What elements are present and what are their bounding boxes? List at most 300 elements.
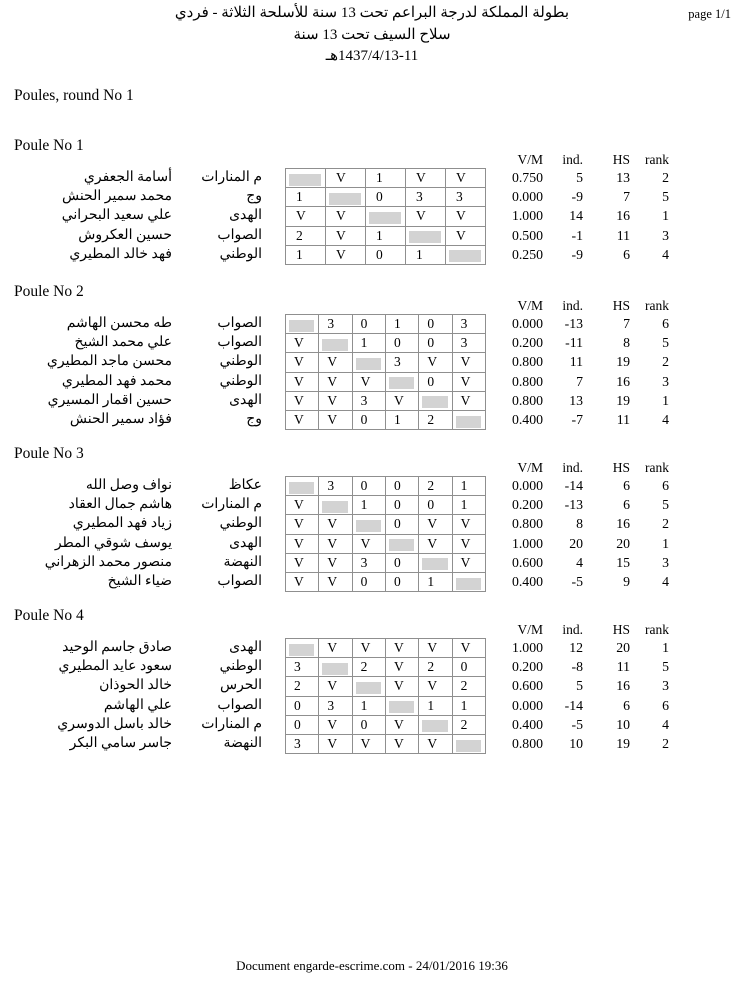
score-grid-row	[286, 372, 486, 391]
score-cell: 3	[385, 353, 418, 372]
score-grid-row	[286, 226, 486, 245]
stat-vm: 0.600	[511, 554, 543, 570]
score-cell: V	[352, 734, 385, 753]
diagonal-cell	[419, 391, 452, 410]
stats-header-hs: HS	[612, 460, 630, 475]
stats-header-row	[0, 296, 744, 315]
weapon-category-line: سلاح السيف تحت 13 سنة	[293, 26, 451, 43]
score-cell: V	[286, 353, 319, 372]
diagonal-fill	[456, 740, 481, 752]
score-cell: V	[452, 391, 485, 410]
stat-rank: 2	[662, 516, 669, 532]
score-cell: V	[446, 207, 486, 226]
score-cell: V	[286, 553, 319, 572]
score-cell: V	[286, 496, 319, 515]
score-cell: V	[452, 534, 485, 553]
score-cell: 2	[419, 658, 452, 677]
score-cell: V	[446, 226, 486, 245]
score-cell: V	[319, 639, 352, 658]
fencer-club: م المنارات	[201, 497, 262, 513]
stat-vm: 1.000	[511, 208, 543, 224]
stat-hs: 11	[616, 659, 630, 675]
score-grid-row	[286, 353, 486, 372]
score-cell: 0	[366, 245, 406, 264]
stat-hs: 20	[616, 640, 630, 655]
poule-title: Poule No 4	[14, 607, 84, 624]
stat-ind: 10	[569, 736, 583, 751]
stat-ind: 14	[569, 208, 583, 224]
fencer-name: فؤاد سمير الحنش	[69, 412, 172, 427]
score-cell: V	[385, 391, 418, 410]
fencer-club: م المنارات	[201, 716, 262, 732]
diagonal-cell	[286, 169, 326, 188]
diagonal-fill	[456, 416, 481, 428]
stat-vm: 0.800	[511, 373, 543, 389]
stats-header-row	[0, 458, 744, 477]
score-cell: 2	[286, 677, 319, 696]
stats-header-ind: ind.	[562, 152, 583, 167]
stat-hs: 16	[616, 373, 630, 389]
score-grid-row	[286, 572, 486, 591]
score-cell: 0	[385, 572, 418, 591]
stat-ind: 20	[569, 535, 583, 551]
score-cell: 3	[319, 315, 352, 334]
score-grid-row	[286, 658, 486, 677]
stat-hs: 19	[616, 354, 630, 370]
diagonal-fill	[422, 396, 447, 408]
tournament-title: بطولة المملكة لدرجة البراعم تحت 13 سنة للأسلحة الثلاثة - فردي	[174, 5, 570, 21]
stat-hs: 6	[623, 697, 630, 713]
score-grid-row	[286, 696, 486, 715]
fencer-club: وج	[246, 189, 262, 205]
diagonal-cell	[452, 734, 485, 753]
stat-rank: 1	[662, 640, 669, 655]
stat-rank: 3	[662, 227, 669, 243]
stat-vm: 0.000	[511, 316, 543, 331]
fencer-name: طه محسن الهاشم	[66, 316, 172, 331]
stat-hs: 9	[623, 574, 630, 589]
stat-hs: 19	[616, 392, 630, 408]
stat-hs: 6	[623, 497, 630, 513]
score-cell: 1	[406, 245, 446, 264]
score-cell: V	[326, 169, 366, 188]
fencer-club: الصواب	[217, 335, 262, 351]
fencer-club: الصواب	[217, 697, 262, 713]
score-cell: 3	[319, 696, 352, 715]
score-grid-row	[286, 734, 486, 753]
stat-vm: 0.250	[511, 246, 543, 262]
stat-ind: 12	[569, 640, 583, 655]
stats-header-hs: HS	[612, 152, 630, 167]
diagonal-fill	[389, 539, 414, 551]
score-cell: 1	[385, 315, 418, 334]
score-cell: 0	[385, 496, 418, 515]
score-cell: V	[319, 553, 352, 572]
diagonal-fill	[289, 482, 314, 494]
score-cell: V	[419, 515, 452, 534]
stat-hs: 20	[616, 535, 630, 551]
stat-vm: 0.400	[511, 716, 543, 732]
stat-rank: 2	[662, 736, 669, 751]
fencer-name: صادق جاسم الوحيد	[62, 640, 172, 655]
score-cell: 1	[366, 169, 406, 188]
poule-title: Poule No 3	[14, 445, 84, 462]
fencer-name: سعود عايد المطيري	[58, 659, 172, 675]
diagonal-fill	[322, 501, 347, 513]
diagonal-fill	[456, 578, 481, 590]
stats-header-row	[0, 620, 744, 639]
score-cell: V	[319, 515, 352, 534]
stat-hs: 15	[616, 554, 630, 570]
stat-ind: 13	[569, 392, 583, 408]
fencer-name: أسامة الجعفري	[83, 170, 172, 185]
score-cell: 0	[352, 315, 385, 334]
score-cell: 1	[452, 496, 485, 515]
score-grid-row	[286, 639, 486, 658]
round-title: Poules, round No 1	[14, 87, 134, 104]
stat-vm: 0.000	[511, 189, 543, 205]
score-grid-row	[286, 245, 486, 264]
diagonal-cell	[406, 226, 446, 245]
score-cell: V	[326, 245, 366, 264]
score-cell: 0	[352, 715, 385, 734]
stat-vm: 0.400	[511, 412, 543, 427]
diagonal-cell	[385, 372, 418, 391]
score-grid-row	[286, 515, 486, 534]
score-cell: V	[286, 410, 319, 429]
poule-title: Poule No 2	[14, 283, 84, 300]
fencer-club: الوطني	[219, 516, 262, 532]
score-cell: V	[319, 410, 352, 429]
score-cell: V	[326, 207, 366, 226]
score-cell: 1	[286, 188, 326, 207]
score-grid-row	[286, 677, 486, 696]
stat-rank: 1	[662, 535, 669, 551]
diagonal-cell	[352, 353, 385, 372]
score-cell: V	[319, 734, 352, 753]
stat-ind: -7	[571, 412, 583, 427]
fencer-name: علي الهاشم	[103, 697, 172, 713]
diagonal-fill	[422, 558, 447, 570]
fencer-club: الصواب	[217, 227, 262, 243]
stat-vm: 0.800	[511, 516, 543, 532]
stat-rank: 6	[662, 316, 669, 331]
stats-header-hs: HS	[612, 622, 630, 637]
score-cell: 1	[385, 410, 418, 429]
score-grid-row	[286, 477, 486, 496]
fencer-name: يوسف شوقي المطر	[54, 535, 172, 551]
stat-vm: 0.200	[511, 659, 543, 675]
stat-rank: 3	[662, 678, 669, 694]
stat-ind: 5	[576, 678, 583, 694]
diagonal-fill	[409, 231, 441, 243]
stat-vm: 0.500	[511, 227, 543, 243]
stat-ind: -11	[565, 335, 583, 351]
score-cell: V	[452, 553, 485, 572]
score-cell: 0	[385, 334, 418, 353]
score-cell: V	[452, 372, 485, 391]
fencer-name: منصور محمد الزهراني	[44, 554, 172, 570]
fencer-name: زياد فهد المطيري	[72, 516, 172, 532]
fencer-club: الوطني	[219, 354, 262, 370]
score-cell: 0	[419, 315, 452, 334]
score-cell: 3	[406, 188, 446, 207]
stat-hs: 6	[623, 246, 630, 262]
stat-ind: 11	[569, 354, 583, 370]
fencer-club: الصواب	[217, 574, 262, 589]
stat-ind: 4	[576, 554, 583, 570]
stat-hs: 10	[616, 716, 630, 732]
stats-header-rank: rank	[645, 298, 669, 313]
poule-block	[0, 607, 744, 757]
stat-rank: 6	[662, 697, 669, 713]
score-cell: V	[352, 372, 385, 391]
score-cell: 0	[286, 696, 319, 715]
score-cell: V	[385, 639, 418, 658]
score-cell: 0	[419, 334, 452, 353]
score-cell: 0	[419, 372, 452, 391]
stat-ind: -1	[571, 227, 583, 243]
diagonal-cell	[385, 696, 418, 715]
score-grid-row	[286, 207, 486, 226]
score-cell: V	[319, 353, 352, 372]
stat-ind: 5	[576, 170, 583, 185]
stat-hs: 16	[616, 678, 630, 694]
score-cell: 0	[352, 477, 385, 496]
stat-vm: 0.800	[511, 736, 543, 751]
document-header	[0, 3, 744, 68]
stat-rank: 6	[662, 478, 669, 493]
diagonal-fill	[289, 320, 314, 332]
poule-title: Poule No 1	[14, 137, 84, 154]
stat-vm: 1.000	[511, 640, 543, 655]
stat-rank: 1	[662, 208, 669, 224]
score-cell: V	[419, 534, 452, 553]
score-cell: 1	[352, 696, 385, 715]
stats-header-ind: ind.	[562, 298, 583, 313]
fencer-club: الصواب	[217, 316, 262, 331]
diagonal-cell	[352, 677, 385, 696]
stat-hs: 7	[623, 189, 630, 205]
fencer-club: الوطني	[219, 373, 262, 389]
score-cell: 1	[286, 245, 326, 264]
diagonal-fill	[289, 174, 321, 186]
score-cell: V	[385, 715, 418, 734]
score-cell: V	[352, 639, 385, 658]
score-cell: 1	[352, 496, 385, 515]
score-cell: 0	[366, 188, 406, 207]
score-cell: V	[319, 715, 352, 734]
stat-vm: 0.750	[511, 170, 543, 185]
stat-ind: -9	[571, 246, 583, 262]
diagonal-fill	[329, 193, 361, 205]
score-cell: V	[326, 226, 366, 245]
score-cell: 0	[419, 496, 452, 515]
stat-hs: 6	[623, 478, 630, 493]
fencer-name: ضياء الشيخ	[107, 574, 172, 589]
stat-ind: -13	[564, 316, 583, 331]
score-cell: 1	[419, 696, 452, 715]
score-cell: V	[286, 207, 326, 226]
score-cell: 2	[452, 677, 485, 696]
score-cell: 2	[419, 410, 452, 429]
stat-vm: 0.600	[511, 678, 543, 694]
diagonal-cell	[352, 515, 385, 534]
stat-hs: 16	[616, 516, 630, 532]
diagonal-fill	[389, 377, 414, 389]
score-cell: V	[319, 677, 352, 696]
stats-header-vm: V/M	[517, 622, 543, 637]
fencer-club: الهدى	[229, 392, 262, 408]
fencer-club: عكاظ	[228, 478, 262, 493]
score-cell: 0	[352, 410, 385, 429]
score-cell: V	[352, 534, 385, 553]
score-cell: V	[419, 677, 452, 696]
stats-header-hs: HS	[612, 298, 630, 313]
score-cell: 0	[452, 658, 485, 677]
fencer-name: نواف وصل الله	[85, 478, 172, 493]
stat-hs: 7	[623, 316, 630, 331]
diagonal-cell	[286, 639, 319, 658]
fencer-name: محسن ماجد المطيري	[46, 354, 172, 370]
fencer-name: خالد باسل الدوسري	[57, 716, 172, 732]
stat-hs: 8	[623, 335, 630, 351]
diagonal-cell	[419, 553, 452, 572]
score-cell: V	[419, 353, 452, 372]
fencer-name: جاسر سامي البكر	[69, 736, 172, 751]
diagonal-cell	[366, 207, 406, 226]
diagonal-fill	[322, 339, 347, 351]
diagonal-fill	[389, 701, 414, 713]
score-cell: V	[319, 372, 352, 391]
score-grid	[285, 638, 486, 754]
score-cell: V	[452, 639, 485, 658]
stat-rank: 5	[662, 659, 669, 675]
fencer-name: فهد خالد المطيري	[69, 246, 172, 262]
score-cell: 1	[419, 572, 452, 591]
fencer-club: الهدى	[229, 535, 262, 551]
stat-vm: 0.000	[511, 478, 543, 493]
fencer-name: هاشم جمال العقاد	[68, 497, 172, 513]
score-cell: V	[385, 658, 418, 677]
diagonal-cell	[286, 315, 319, 334]
diagonal-cell	[452, 572, 485, 591]
score-grid-row	[286, 534, 486, 553]
score-cell: V	[452, 353, 485, 372]
fencer-club: م المنارات	[201, 170, 262, 185]
score-cell: 2	[452, 715, 485, 734]
stat-rank: 4	[662, 574, 669, 589]
score-cell: 3	[319, 477, 352, 496]
score-cell: V	[286, 334, 319, 353]
stat-ind: 8	[576, 516, 583, 532]
fencer-club: الهدى	[229, 208, 262, 224]
stat-ind: -5	[571, 574, 583, 589]
stat-ind: -5	[571, 716, 583, 732]
stat-vm: 0.800	[511, 354, 543, 370]
diagonal-fill	[449, 250, 481, 262]
diagonal-fill	[369, 212, 401, 224]
score-cell: 1	[452, 477, 485, 496]
score-cell: V	[286, 572, 319, 591]
stats-header-vm: V/M	[517, 460, 543, 475]
stat-hs: 11	[616, 227, 630, 243]
score-cell: V	[385, 677, 418, 696]
score-grid-row	[286, 410, 486, 429]
diagonal-fill	[422, 720, 447, 732]
stats-header-row	[0, 150, 744, 169]
score-cell: 3	[286, 734, 319, 753]
score-cell: 3	[452, 315, 485, 334]
stat-hs: 19	[616, 736, 630, 751]
stat-rank: 2	[662, 354, 669, 370]
fencer-club: الحرس	[219, 678, 262, 694]
stat-rank: 4	[662, 412, 669, 427]
fencer-club: الوطني	[219, 246, 262, 262]
fencer-name: علي سعيد البحراني	[61, 208, 172, 224]
score-grid-row	[286, 169, 486, 188]
stat-rank: 3	[662, 554, 669, 570]
diagonal-cell	[446, 245, 486, 264]
fencer-name: محمد سمير الحنش	[61, 189, 172, 205]
score-cell: V	[452, 515, 485, 534]
stat-rank: 4	[662, 716, 669, 732]
diagonal-fill	[356, 682, 381, 694]
score-cell: 3	[352, 391, 385, 410]
stat-hs: 13	[616, 170, 630, 185]
diagonal-cell	[319, 334, 352, 353]
score-grid	[285, 476, 486, 592]
stat-vm: 0.000	[511, 697, 543, 713]
score-cell: 1	[352, 334, 385, 353]
diagonal-fill	[289, 644, 314, 656]
fencer-name: خالد الحوذان	[99, 678, 172, 694]
fencer-name: محمد فهد المطيري	[61, 373, 172, 389]
stat-rank: 3	[662, 373, 669, 389]
score-cell: 3	[446, 188, 486, 207]
stat-rank: 1	[662, 392, 669, 408]
stat-rank: 4	[662, 246, 669, 262]
stats-header-rank: rank	[645, 152, 669, 167]
score-cell: V	[419, 639, 452, 658]
fencer-club: النهضة	[223, 736, 262, 751]
score-cell: 0	[286, 715, 319, 734]
fencer-club: وج	[246, 412, 262, 427]
page-number-label: page 1/1	[688, 7, 731, 21]
fencer-name: علي محمد الشيخ	[74, 335, 172, 351]
score-cell: 0	[385, 553, 418, 572]
document-footer: Document engarde-escrime.com - 24/01/2016 19:36	[236, 958, 508, 973]
stats-header-rank: rank	[645, 622, 669, 637]
poule-block	[0, 283, 744, 433]
score-grid-row	[286, 315, 486, 334]
stat-vm: 1.000	[511, 535, 543, 551]
date-line: 1437/4/13-11هـ	[325, 48, 419, 64]
score-cell: V	[419, 734, 452, 753]
stat-vm: 0.800	[511, 392, 543, 408]
diagonal-cell	[452, 410, 485, 429]
score-cell: V	[406, 169, 446, 188]
score-grid-row	[286, 715, 486, 734]
score-cell: V	[319, 391, 352, 410]
fencer-club: الوطني	[219, 659, 262, 675]
stats-header-vm: V/M	[517, 298, 543, 313]
diagonal-fill	[356, 358, 381, 370]
diagonal-cell	[319, 658, 352, 677]
stat-ind: -14	[564, 478, 583, 493]
stats-header-rank: rank	[645, 460, 669, 475]
score-cell: V	[385, 734, 418, 753]
